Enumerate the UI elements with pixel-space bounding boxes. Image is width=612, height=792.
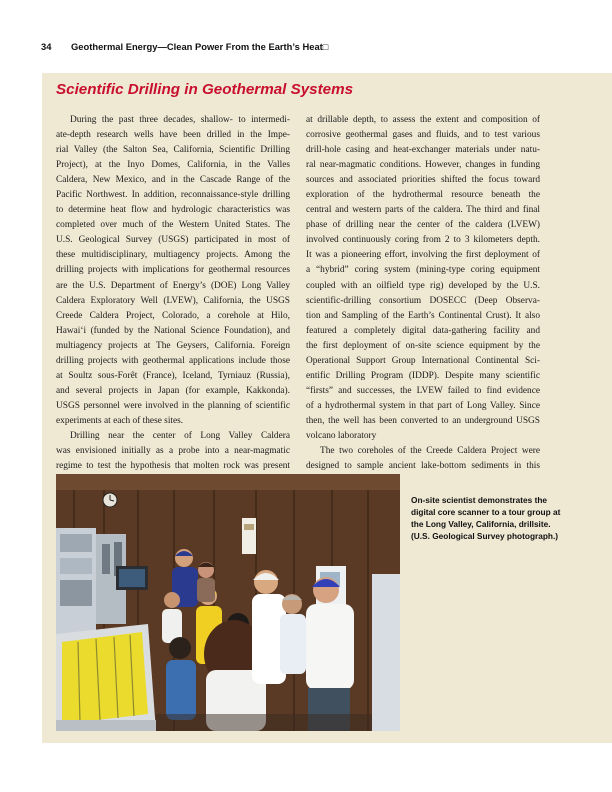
section-title: Scientific Drilling in Geothermal Systems <box>56 81 354 98</box>
text-line: coupled with an oilfield type rig) developed by the U.S. <box>306 280 540 291</box>
text-line: Caldera Exploratory Well (LVEW), California, the USGS <box>56 295 290 306</box>
text-line: featured a completely digital data-gathering facility and <box>306 325 540 336</box>
running-header <box>41 41 581 52</box>
text-line: scientific-drilling consortium DOSECC (Deep Observa- <box>306 295 540 306</box>
text-line: involved continuously coring from 2 to 3 kilometers depth. <box>306 235 540 246</box>
text-line: was envisioned initially as a probe into a near-magmatic <box>56 446 290 457</box>
text-line: The two coreholes of the Creede Caldera Project were <box>320 446 540 457</box>
text-line: at Soultz sous-Forêt (France), Iceland, Tyrniauz (Russia), <box>56 370 290 381</box>
text-line: are the U.S. Department of Energy’s (DOE) Long Valley <box>56 280 290 291</box>
text-line: then, the well has been converted to an underground USGS <box>306 415 540 426</box>
text-line: tion and Sampling of the Earth’s Continental Crust). It also <box>306 310 540 321</box>
text-line: Drilling near the center of Long Valley Caldera <box>70 430 290 441</box>
text-line: Hawai‘i (funded by the National Science Foundation), and <box>56 325 290 336</box>
text-line: Caldera, New Mexico, and in the Cascade Range of the <box>56 175 290 186</box>
text-line: designed to sample ancient lake-bottom sediments in this <box>306 461 540 472</box>
text-line: Creede Caldera Project, Colorado, a corehole at Hilo, <box>56 310 290 321</box>
text-line: volcano laboratory <box>306 430 377 441</box>
text-line: ate-depth research wells have been drilled in the Impe- <box>56 130 290 141</box>
drillsite-photo <box>56 474 400 731</box>
text-line: the first deployment of on-site science equipment by the <box>306 340 540 351</box>
text-line: experiments at each of these sites. <box>56 415 184 426</box>
text-line: rial Valley (the Salton Sea, California, Scientific Drilling <box>56 145 290 156</box>
text-line: Operational Support Group International Continental Sci- <box>306 355 540 366</box>
text-line: During the past three decades, shallow- to intermedi- <box>70 115 290 125</box>
text-line: and several projects in Japan (for example, Kakkonda). <box>56 385 290 396</box>
text-line: It was a pioneering effort, involving the first deployment of <box>306 250 540 261</box>
text-line: drill-hole casing and heat-exchanger materials under natu- <box>306 145 540 156</box>
text-line: drilling projects with implications for geothermal resources <box>56 265 290 276</box>
text-line: Pacific Northwest. In addition, reconnaissance-style drilling <box>56 190 290 201</box>
text-column-right <box>306 113 540 474</box>
text-line: exploration of the hydrothermal resource beneath the <box>306 190 540 201</box>
page-number: 34 <box>41 41 52 52</box>
text-line: these multidisciplinary, multiagency projects. Among the <box>56 250 290 261</box>
text-line: multiagency projects at The Geysers, California. Foreign <box>56 340 290 351</box>
text-line: entific Drilling Program (IDDP). Despite many scientific <box>306 370 540 381</box>
text-line: of a hydrothermal system in that part of Long Valley. Since <box>306 400 540 411</box>
text-line: “firsts” and successes, the LVEW failed to find evidence <box>306 385 540 396</box>
text-line: Project), at the Inyo Domes, California, in the Valles <box>56 160 290 171</box>
text-line: phase of drilling near the center of the caldera (LVEW) <box>306 220 540 231</box>
text-line: central and western parts of the caldera. The third and final <box>306 205 540 216</box>
text-line: at drillable depth, to assess the extent and composition of <box>306 115 540 125</box>
text-line: corrosive geothermal gases and fluids, and to test various <box>306 130 540 141</box>
text-line: completed over much of the Western United States. The <box>56 220 290 231</box>
text-line: sources and associated priorities shifted the focus toward <box>306 175 540 186</box>
text-line: U.S. Geological Survey (USGS) participated in most of <box>56 235 290 246</box>
figure-caption: On-site scientist demonstrates the digital core scanner to a tour group at the Long Valley, California, drillsite. (U.S. Geological Survey photograph.) <box>411 495 561 541</box>
text-line: to determine heat flow and hydrologic characteristics was <box>56 205 290 216</box>
running-title: Geothermal Energy—Clean Power From the Earth’s Heat□ <box>71 41 329 52</box>
text-line: drilling projects with geothermal applications include those <box>56 355 290 366</box>
text-column-left <box>56 113 290 474</box>
text-line: a “hybrid” coring system (mining-type coring equipment <box>306 265 540 276</box>
text-line: ral near-magmatic conditions. However, changes in funding <box>306 160 540 171</box>
text-line: USGS personnel were involved in the planning of scientific <box>56 400 290 411</box>
text-line: regime to test the hypothesis that molten rock was present <box>56 461 290 472</box>
